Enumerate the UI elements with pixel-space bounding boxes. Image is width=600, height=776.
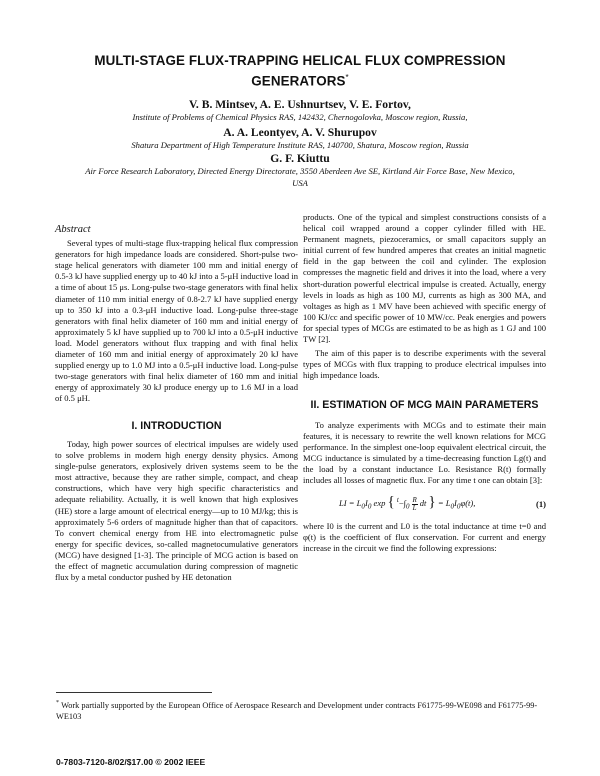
footnote-rule bbox=[56, 692, 212, 693]
equation-number: (1) bbox=[536, 498, 546, 509]
right-paragraph-3: To analyze experiments with MCGs and to estimate their main features, it is necessary to rewrite the well known relations for MCG performance. In the simplest one-loop equivalent electrical circuit, the MCG inductance is simulated by a time-decreasing function Lg(t) and the load by a constant inductance Lo. Resistance R(t) formally includes all losses of magnetic flux. For any time t one can obtain [3]: bbox=[303, 419, 546, 486]
equation-1 bbox=[303, 495, 546, 513]
intro-text: Today, high power sources of electrical impulses are widely used to solve problems in modern high energy density physics. Among single-pulse generators, explosively driven systems seem to be the most attractive, because they are rather simple, compact, and cheap constructions, which have very high specific characteristics and adequate reliability. Actually, it is well known that high explosives (HE) store a large amount of electrical energy—up to 10 MJ/kg; this is approximately 5-6 orders of magnitude higher than that of capacitors. To convert chemical energy from HE into electromagnetic pulse energy for specific devices, so-called magnetocumulative generators (MCG) have designed [1-3]. The principle of MCG action is based on the effect of magnetic accumulation during compression of magnetic flux by a metal conductor pushed by HE detonation bbox=[55, 439, 298, 583]
author-block-3 bbox=[80, 152, 520, 189]
paper-title: MULTI-STAGE FLUX-TRAPPING HELICAL FLUX COMPRESSION GENERATORS* bbox=[94, 53, 506, 89]
affiliation-2: Shatura Department of High Temperature Institute RAS, 140700, Shatura, Moscow region, Russia bbox=[131, 140, 469, 150]
equation-body: LI = $L_0I_0$ exp { $^t-\int_0$ $\frac{R}{L}$ dt } = $L_0I_0\varphi(t)$, bbox=[339, 494, 476, 512]
isbn-line: 0-7803-7120-8/02/$17.00 © 2002 IEEE bbox=[56, 757, 206, 767]
abstract-heading: Abstract bbox=[55, 224, 91, 235]
title-footnote-mark: * bbox=[345, 73, 349, 82]
authors-line-1: V. B. Mintsev, A. E. Ushnurtsev, V. E. Fortov, bbox=[189, 98, 411, 111]
affiliation-1: Institute of Problems of Chemical Physics RAS, 142432, Chernogolovka, Moscow region, Russia, bbox=[132, 112, 468, 122]
abstract-text: Several types of multi-stage flux-trapping helical flux compression generators for high impedance loads are considered. Short-pulse two-stage helical generators with diameter 100 mm and initial energy of 0.5-3 kJ have supplied energy up to 40 kJ into a 5-μH inductive load in a time of about 15 μs. Long-pulse two-stage generators with final helix diameter of 110 mm initial energy of 0.8-2.7 kJ have supplied energy up to 350 kJ into a 0.3-μH inductive load. Long-pulse three-stage generators with final helix diameter of 160 mm and initial energy of approximately 5 kJ have supplied up to 700 kJ into a 0.5-μH inductive load. Model generators without flux trapping and with final helix diameter of 160 mm and initial energy of approximately 20 kJ have supplied energy up to 1.0 MJ into a 0.5-μH inductive load. Long-pulse two-stage generators with final helix diameter of 160 mm and initial energy of approximately 30 kJ produce energy up to 1.6 MJ in a load of 0.5 μH. bbox=[55, 238, 298, 404]
right-paragraph-2: The aim of this paper is to describe experiments with the several types of MCGs with flux trapping to produce electrical impulses into high impedance loads. bbox=[303, 348, 546, 381]
left-column bbox=[55, 224, 298, 583]
authors-line-3: G. F. Kiuttu bbox=[270, 152, 330, 165]
author-block-1 bbox=[40, 98, 560, 123]
intro-heading: I. INTRODUCTION bbox=[131, 419, 222, 432]
affiliation-3: Air Force Research Laboratory, Directed Energy Directorate, 3550 Aberdeen Ave SE, Kirtland Air Force Base, New Mexico, USA bbox=[85, 166, 515, 188]
right-column bbox=[303, 212, 546, 554]
right-paragraph-4: where I0 is the current and L0 is the total inductance at time t=0 and φ(t) is the coefficient of flux conservation. For current and energy increase in the circuit we find the following expressions: bbox=[303, 521, 546, 554]
section-2-heading: II. ESTIMATION OF MCG MAIN PARAMETERS bbox=[310, 399, 539, 412]
author-block-2 bbox=[40, 126, 560, 151]
right-paragraph-1: products. One of the typical and simplest constructions consists of a helical coil wrapped around a copper cylinder filled with HE. Permanent magnets, piezoceramics, or small capacitors supply an initial current of few hundred amperes that creates an initial magnetic field in the gap between the coil and cylinder. The explosion compresses the magnetic field and drives it into the load, where a very short-duration powerful electrical impulse is created. Actually, energy levels in loads as high as 100 MJ, currents as high as 300 MA, and voltages as high as 1 MV have been achieved with specific energy of 100 KJ/cc and specific power of 10 MW/cc. Peak energies and powers for special types of MCGs are estimated to be as high as 1 GJ and 100 TW [2]. bbox=[303, 212, 546, 345]
footnote: * Work partially supported by the European Office of Aerospace Research and Development under contracts F61775-99-WE098 and F61775-99-WE103 bbox=[56, 700, 538, 721]
equation-fraction: $\frac{R}{L}$ bbox=[412, 495, 417, 512]
authors-line-2: A. A. Leontyev, A. V. Shurupov bbox=[223, 126, 377, 139]
